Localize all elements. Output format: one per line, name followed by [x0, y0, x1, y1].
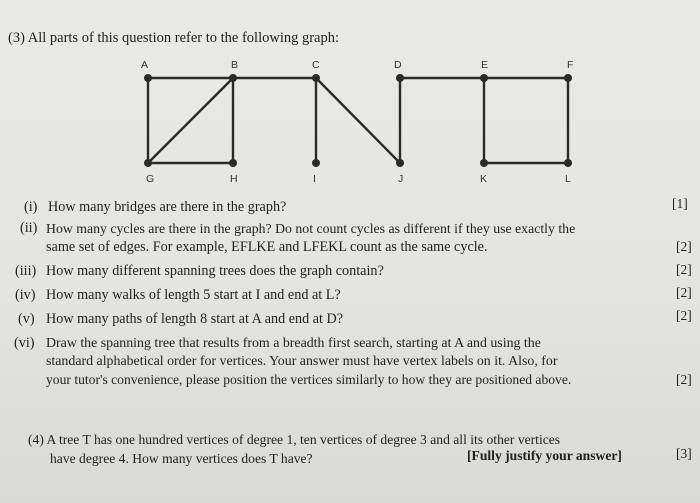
vertex-j [396, 159, 404, 167]
item-number: (ii) [20, 220, 38, 236]
item-text: How many walks of length 5 start at I and end at L? [46, 287, 341, 303]
item-marks: [2] [676, 285, 692, 300]
question-3-header: (3) All parts of this question refer to the following graph: [8, 30, 340, 46]
item-marks: [2] [676, 372, 692, 387]
vertex-label-h: H [230, 173, 238, 185]
item-marks: [2] [676, 239, 692, 254]
vertex-label-i: I [313, 173, 316, 185]
vertex-a [144, 74, 152, 82]
item-marks: [1] [672, 196, 688, 211]
graph-figure [0, 0, 700, 200]
vertex-d [396, 74, 404, 82]
vertex-k [480, 159, 488, 167]
vertex-b [229, 74, 237, 82]
item-marks: [2] [676, 308, 692, 323]
vertex-c [312, 74, 320, 82]
edge-b-g [148, 78, 233, 163]
item-number: (i) [24, 199, 38, 215]
vertex-label-l: L [565, 173, 571, 185]
item-text: How many cycles are there in the graph? Do not count cycles as different if they use exactly the [46, 221, 576, 236]
vertex-label-k: K [480, 173, 488, 185]
vertex-g [144, 159, 152, 167]
item-number: (vi) [14, 335, 35, 351]
item-text: How many paths of length 8 start at A and end at D? [46, 311, 344, 327]
item-marks: [2] [676, 262, 692, 277]
vertex-label-j: J [398, 173, 404, 185]
vertex-e [480, 74, 488, 82]
item-number: (iii) [15, 263, 37, 279]
item-number: (v) [18, 311, 35, 327]
question-4-text: have degree 4. How many vertices does T have? [50, 451, 313, 466]
vertex-label-c: C [312, 59, 320, 71]
question-4-marks: [3] [676, 446, 692, 461]
question-4-text: (4) A tree T has one hundred vertices of degree 1, ten vertices of degree 3 and all its other vertices [28, 432, 561, 447]
item-text: your tutor's convenience, please position the vertices similarly to how they are positioned above. [46, 372, 572, 387]
item-text: How many bridges are there in the graph? [48, 199, 287, 215]
vertex-label-f: F [567, 59, 574, 71]
vertex-h [229, 159, 237, 167]
vertex-label-a: A [141, 59, 149, 71]
vertex-label-e: E [481, 59, 489, 71]
item-text: How many different spanning trees does the graph contain? [46, 263, 384, 279]
edge-c-j [316, 78, 400, 163]
vertex-i [312, 159, 320, 167]
justify-instruction: [Fully justify your answer] [467, 448, 622, 463]
vertex-f [564, 74, 572, 82]
item-text: standard alphabetical order for vertices. Your answer must have vertex labels on it. Also, for [46, 354, 558, 369]
vertex-label-b: B [231, 59, 239, 71]
item-text: same set of edges. For example, EFLKE and LFEKL count as the same cycle. [46, 239, 488, 255]
vertex-label-g: G [146, 173, 155, 185]
vertex-label-d: D [394, 59, 402, 71]
item-number: (iv) [15, 287, 36, 303]
item-text: Draw the spanning tree that results from a breadth first search, starting at A and using the [46, 336, 541, 351]
vertex-l [564, 159, 572, 167]
